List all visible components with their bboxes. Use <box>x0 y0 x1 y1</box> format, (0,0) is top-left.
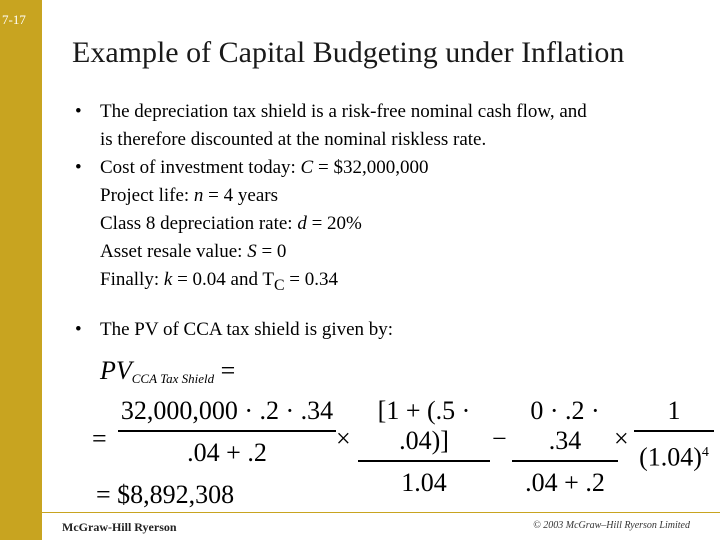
slide-number: 7-17 <box>2 12 26 27</box>
publisher-label: McGraw-Hill Ryerson <box>62 520 177 534</box>
label-text: Asset resale value: <box>100 241 248 262</box>
bullet-icon: • <box>75 318 82 340</box>
list-line <box>70 182 690 210</box>
bullet-text: is therefore discounted at the nominal riskless rate. <box>100 129 487 150</box>
fraction-2 <box>358 396 490 498</box>
var-k: k <box>163 269 173 290</box>
value-text: = 0.04 and T <box>172 269 274 290</box>
pv-label <box>100 356 235 387</box>
label-text: Project life: <box>100 185 194 206</box>
value-text: = 20% <box>306 213 362 234</box>
pv-subscript: CCA Tax Shield <box>131 371 215 386</box>
list-line <box>70 266 690 300</box>
denominator: .04 + .2 <box>525 468 605 497</box>
bullet-icon: • <box>75 101 82 122</box>
sidebar-band <box>0 0 42 540</box>
label-text: Finally: <box>100 269 164 290</box>
subscript-c: C <box>273 276 285 294</box>
bullet-text: The PV of CCA tax shield is given by: <box>100 318 394 340</box>
numerator: 32,000,000 · .2 · .34 <box>118 396 336 432</box>
numerator: 0 · .2 · .34 <box>512 396 618 462</box>
value-text: = 0.34 <box>284 269 339 290</box>
list-line <box>70 210 690 238</box>
value-text: = 4 years <box>203 185 278 206</box>
fraction-4 <box>634 396 714 473</box>
fraction-1 <box>118 396 336 468</box>
bullet-text: = $32,000,000 <box>313 157 429 178</box>
denominator: .04 + .2 <box>187 438 267 467</box>
label-text: Class 8 depreciation rate: <box>100 213 298 234</box>
equals-sign: = <box>92 424 107 453</box>
var-c: C <box>300 157 314 178</box>
bullet-list <box>70 98 690 344</box>
times-sign: × <box>336 424 351 453</box>
exponent: 4 <box>701 445 709 460</box>
fraction-3 <box>512 396 618 498</box>
bullet-text: Cost of investment today: <box>100 157 301 178</box>
numerator: [1 + (.5 · .04)] <box>358 396 490 462</box>
list-line <box>70 238 690 266</box>
var-d: d <box>297 213 307 234</box>
value-text: = 0 <box>256 241 287 262</box>
bullet-text: The depreciation tax shield is a risk-free nominal cash flow, and <box>100 101 587 122</box>
footer-divider <box>40 512 720 513</box>
slide-title: Example of Capital Budgeting under Inflation <box>72 36 625 69</box>
bullet-item <box>70 98 690 154</box>
pv-equals: = <box>214 356 236 385</box>
var-n: n <box>193 185 204 206</box>
bullet-item <box>70 316 690 344</box>
numerator: 1 <box>634 396 714 432</box>
copyright-text: © 2003 McGraw–Hill Ryerson Limited <box>533 520 690 531</box>
times-sign: × <box>614 424 629 453</box>
result-value: = $8,892,308 <box>96 480 235 509</box>
denominator <box>634 432 714 473</box>
bullet-icon: • <box>75 157 82 178</box>
denominator: 1.04 <box>401 468 447 497</box>
denominator-base: (1.04) <box>639 442 702 472</box>
pv-symbol: PV <box>100 356 132 385</box>
var-s: S <box>247 241 257 262</box>
minus-sign: − <box>492 424 507 453</box>
bullet-item <box>70 154 690 182</box>
